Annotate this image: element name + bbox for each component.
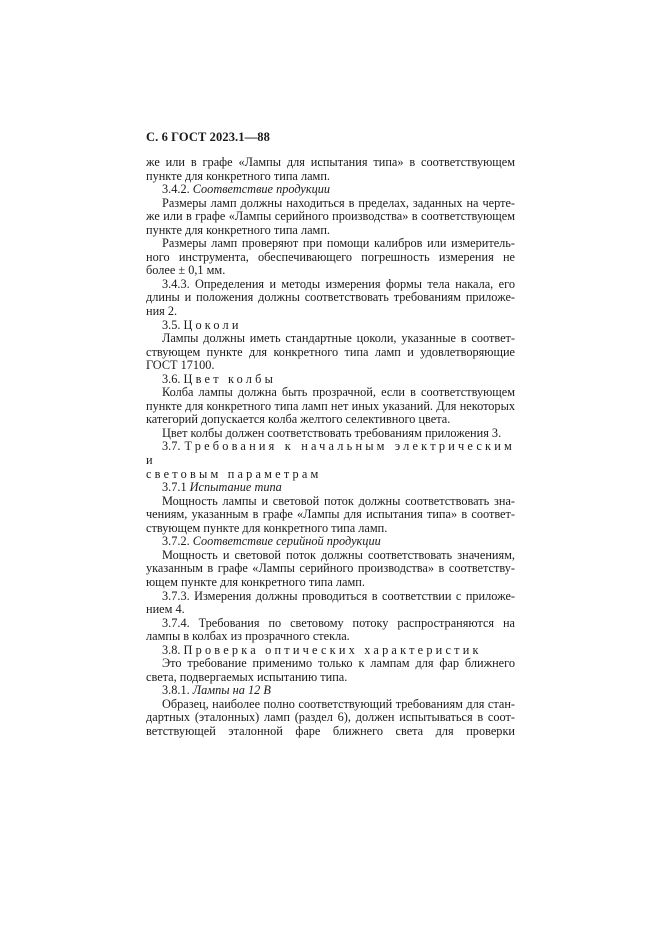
text-line: ветствующей эталонной фаре ближнего света для проверки (146, 723, 515, 738)
text-line: Мощность и световой поток должны соответствовать значениям, (162, 547, 515, 562)
italic-heading: Соответствие серийной продукции (192, 534, 381, 549)
text-line: Образец, наиболее полно соответствующий требованиям для стан- (162, 696, 515, 711)
text-line: 3.8.1. Лампы на 12 В (162, 683, 271, 698)
text-line: 3.6. Цвет колбы (162, 371, 277, 386)
text-line (146, 468, 515, 482)
italic-heading: Лампы на 12 В (192, 683, 271, 698)
text-line: лампы в колбах из прозрачного стекла. (146, 629, 350, 644)
spaced-heading: световым параметрам (146, 466, 322, 481)
text-line: указанным в графе «Лампы серийного производства» в соответству- (146, 561, 515, 576)
text-line: Цвет колбы должен соответствовать требованиям приложения 3. (162, 425, 502, 440)
body-text (146, 156, 515, 739)
text-line: Лампы должны иметь стандартные цоколи, указанные в соответ- (162, 331, 515, 346)
spaced-heading: Цвет колбы (183, 371, 277, 386)
text-line: 3.7. Требования к начальным электрическим и (146, 439, 515, 468)
text-line: нием 4. (146, 602, 185, 617)
text-line: более ± 0,1 мм. (146, 263, 226, 278)
spaced-heading: Требования к начальным электрическим и (146, 439, 515, 468)
text-line: Колба лампы должна быть прозрачной, если в соответствующем (162, 385, 515, 400)
text-line: 3.7.2. Соответствие серийной продукции (162, 534, 381, 549)
text-line: дартных (эталонных) ламп (раздел 6), должен испытываться в соот- (146, 710, 515, 725)
spaced-heading: Проверка оптических характеристик (183, 642, 482, 657)
text-line: 3.7.1 Испытание типа (162, 480, 282, 495)
page-header: С. 6 ГОСТ 2023.1—88 (146, 130, 270, 144)
italic-heading: Испытание типа (189, 480, 282, 495)
text-line: чениям, указанным в графе «Лампы для испытания типа» в соответ- (146, 507, 515, 522)
text-line: длины и положения должны соответствовать требованиям приложе- (146, 290, 515, 305)
text-line: Это требование применимо только к лампам для фар ближнего (162, 656, 515, 671)
text-line: Размеры ламп проверяют при помощи калибров или измеритель- (162, 236, 515, 251)
text-line: пункте для конкретного типа ламп. (146, 222, 330, 237)
text-line: Мощность лампы и световой поток должны соответствовать зна- (162, 493, 515, 508)
text-line: Размеры ламп должны находиться в пределах, заданных на черте- (162, 195, 515, 210)
text-line: же или в графе «Лампы серийного производства» в соответствующем (146, 209, 515, 224)
text-line: 3.7.3. Измерения должны проводиться в соответствии с приложе- (162, 588, 515, 603)
text-line: 3.4.3. Определения и методы измерения формы тела накала, его (162, 276, 515, 291)
text-line: 3.5. Цоколи (162, 317, 242, 332)
text-line: пункте для конкретного типа ламп нет иных указаний. Для некоторых (146, 398, 515, 413)
text-line: ющем пункте для конкретного типа ламп. (146, 574, 365, 589)
text-line: ствующем пункте для конкретного типа ламп. (146, 520, 388, 535)
text-line: категорий допускается колба желтого селективного цвета. (146, 412, 451, 427)
text-line: ГОСТ 17100. (146, 358, 215, 373)
text-line: пункте для конкретного типа ламп. (146, 168, 330, 183)
text-line: 3.7.4. Требования по световому потоку распространяются на (162, 615, 515, 630)
text-line: ния 2. (146, 304, 178, 319)
text-line: же или в графе «Лампы для испытания типа» в соответствующем (146, 155, 515, 169)
italic-heading: Соответствие продукции (192, 182, 331, 197)
text-line: 3.8. Проверка оптических характеристик (162, 642, 482, 657)
text-line: света, подвергаемых испытанию типа. (146, 669, 348, 684)
text-line: 3.4.2. Соответствие продукции (162, 182, 331, 197)
text-line: ствующем пункте для конкретного типа ламп и удовлетворяющие (146, 344, 515, 359)
spaced-heading: Цоколи (183, 317, 242, 332)
text-line: ного инструмента, обеспечивающего погрешность измерения не (146, 249, 515, 264)
